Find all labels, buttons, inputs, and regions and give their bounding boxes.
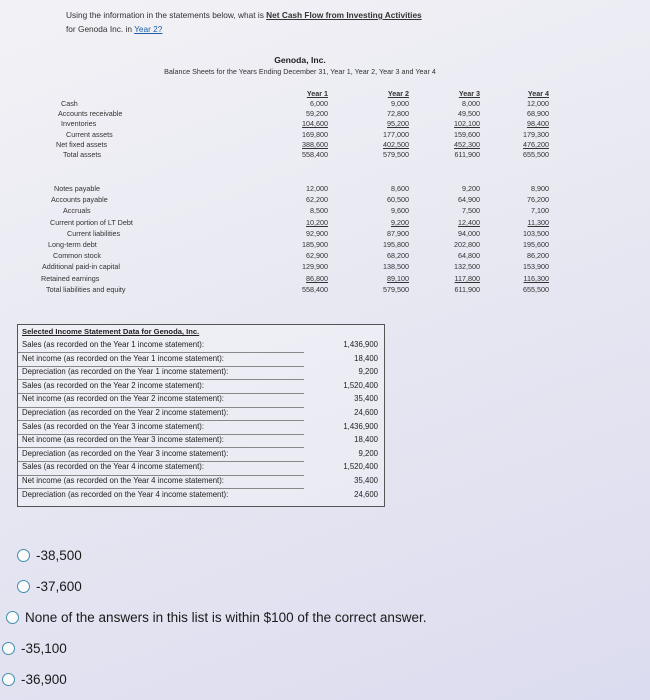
cell-value: 7,100 [531, 206, 549, 216]
cell-value: 169,800 [302, 129, 328, 139]
row-label: Additional paid-in capital [42, 262, 120, 272]
row-divider [18, 407, 304, 408]
cell-value: 8,600 [391, 184, 409, 193]
income-row-label: Sales (as recorded on the Year 4 income statement): [22, 462, 205, 472]
row-divider [18, 352, 304, 353]
year-link[interactable]: Year 2? [134, 24, 163, 34]
cell-value: 60,500 [387, 195, 409, 205]
row-label: Cash [61, 99, 78, 108]
year-header: Year 4 [527, 89, 549, 98]
cell-value: 68,900 [527, 109, 549, 119]
cell-value: 8,000 [462, 99, 480, 108]
cell-value: 9,200 [391, 217, 409, 227]
answer-option[interactable] [2, 672, 67, 687]
cell-value: 64,800 [458, 251, 480, 261]
cell-value: 95,200 [387, 119, 409, 129]
cell-value: 68,200 [387, 251, 409, 261]
cell-value: 12,000 [527, 99, 549, 108]
cell-value: 8,900 [531, 184, 549, 193]
row-divider [18, 461, 304, 462]
row-label: Accruals [63, 206, 91, 216]
row-label: Notes payable [54, 184, 100, 193]
cell-value: 76,200 [527, 195, 549, 205]
year-header: Year 3 [458, 89, 480, 98]
cell-value: 138,500 [383, 262, 409, 272]
cell-value: 611,900 [454, 150, 480, 159]
question-line-1 [66, 8, 626, 22]
cell-value: 98,400 [527, 119, 549, 129]
row-divider [18, 420, 304, 421]
cell-value: 195,600 [523, 240, 549, 249]
income-row-label: Net income (as recorded on the Year 2 income statement): [22, 394, 224, 404]
question-line-2 [66, 22, 626, 36]
income-row-value: 35,400 [354, 394, 378, 404]
row-label: Inventories [61, 119, 97, 129]
radio-button-icon[interactable] [2, 642, 15, 655]
income-row-value: 24,600 [354, 489, 378, 499]
cell-value: 92,900 [306, 228, 328, 238]
answer-option-label: -35,100 [21, 641, 67, 656]
row-label: Retained earnings [41, 273, 100, 283]
answer-option-label: -37,600 [36, 579, 82, 594]
cell-value: 6,000 [310, 99, 328, 108]
radio-button-icon[interactable] [6, 611, 19, 624]
income-row-value: 35,400 [354, 476, 378, 485]
income-row-value: 18,400 [354, 435, 378, 445]
cell-value: 579,500 [383, 284, 409, 294]
cell-value: 62,200 [306, 195, 328, 205]
balance-sheet-subtitle: Balance Sheets for the Years Ending December 31, Year 1, Year 2, Year 3 and Year 4 [164, 67, 436, 76]
cell-value: 9,600 [391, 206, 409, 216]
row-label: Common stock [53, 251, 101, 261]
income-row-value: 1,520,400 [343, 462, 378, 472]
income-statement-title: Selected Income Statement Data for Genoda, Inc. [22, 327, 200, 336]
radio-button-icon[interactable] [17, 549, 30, 562]
cell-value: 8,500 [310, 206, 328, 216]
question-text [66, 8, 626, 36]
cell-value: 9,200 [462, 184, 480, 193]
cell-value: 62,900 [306, 251, 328, 261]
answer-option-label: None of the answers in this list is within $100 of the correct answer. [25, 610, 427, 625]
cell-value: 117,800 [454, 273, 480, 283]
cell-value: 49,500 [458, 109, 480, 119]
cell-value: 655,500 [523, 150, 549, 159]
row-divider [18, 475, 304, 476]
cell-value: 11,300 [527, 217, 549, 227]
row-label: Current portion of LT Debt [50, 217, 133, 227]
cell-value: 86,200 [527, 251, 549, 261]
income-row-label: Net income (as recorded on the Year 4 income statement): [22, 476, 224, 485]
cell-value: 558,400 [302, 150, 328, 159]
income-row-label: Depreciation (as recorded on the Year 2 income statement): [22, 408, 229, 417]
income-row-label: Net income (as recorded on the Year 1 income statement): [22, 353, 224, 363]
income-row-label: Net income (as recorded on the Year 3 income statement): [22, 435, 224, 445]
answer-option-label: -38,500 [36, 548, 82, 563]
cell-value: 10,200 [306, 217, 328, 227]
cell-value: 452,300 [454, 139, 480, 149]
radio-button-icon[interactable] [17, 580, 30, 593]
cell-value: 9,000 [391, 99, 409, 108]
cell-value: 185,900 [302, 240, 328, 249]
row-divider [18, 447, 304, 448]
question-emphasis: Net Cash Flow from Investing Activities [266, 10, 422, 20]
answer-option[interactable] [17, 548, 82, 563]
cell-value: 104,600 [302, 119, 328, 129]
cell-value: 87,900 [387, 228, 409, 238]
cell-value: 64,900 [458, 195, 480, 205]
cell-value: 89,100 [387, 273, 409, 283]
income-row-value: 9,200 [358, 448, 378, 458]
radio-button-icon[interactable] [2, 673, 15, 686]
question-prefix: Using the information in the statements below, what is [66, 10, 267, 20]
row-divider [18, 488, 304, 489]
answer-option-label: -36,900 [21, 672, 67, 687]
cell-value: 179,300 [523, 129, 549, 139]
row-divider [18, 393, 304, 394]
cell-value: 558,400 [302, 284, 328, 294]
row-label: Accounts payable [51, 195, 108, 205]
year-header: Year 2 [387, 89, 409, 98]
cell-value: 72,800 [387, 109, 409, 119]
cell-value: 388,600 [302, 139, 328, 149]
cell-value: 202,800 [454, 240, 480, 249]
row-label: Current liabilities [67, 228, 121, 238]
row-divider [18, 366, 304, 367]
cell-value: 86,800 [306, 273, 328, 283]
income-row-label: Depreciation (as recorded on the Year 1 income statement): [22, 367, 229, 377]
cell-value: 476,200 [523, 139, 549, 149]
cell-value: 103,500 [523, 228, 549, 238]
income-row-value: 1,436,900 [343, 340, 378, 349]
cell-value: 102,100 [454, 119, 480, 129]
income-row-label: Sales (as recorded on the Year 1 income statement): [22, 340, 205, 349]
cell-value: 94,000 [458, 228, 480, 238]
row-label: Total liabilities and equity [46, 284, 126, 294]
row-divider [18, 434, 304, 435]
income-row-label: Sales (as recorded on the Year 3 income statement): [22, 421, 205, 431]
income-row-value: 18,400 [354, 353, 378, 363]
cell-value: 153,900 [523, 262, 549, 272]
cell-value: 579,500 [383, 150, 409, 159]
cell-value: 177,000 [383, 129, 409, 139]
income-row-value: 24,600 [354, 408, 378, 417]
income-row-label: Sales (as recorded on the Year 2 income statement): [22, 380, 205, 390]
cell-value: 402,500 [383, 139, 409, 149]
row-label: Net fixed assets [56, 139, 108, 149]
row-divider [18, 379, 304, 380]
cell-value: 655,500 [523, 284, 549, 294]
income-row-value: 1,436,900 [343, 421, 378, 431]
cell-value: 59,200 [306, 109, 328, 119]
income-row-value: 1,520,400 [343, 380, 378, 390]
year-header: Year 1 [306, 89, 328, 98]
cell-value: 132,500 [454, 262, 480, 272]
cell-value: 116,300 [523, 273, 549, 283]
cell-value: 12,000 [306, 184, 328, 193]
answer-option[interactable] [6, 610, 426, 625]
income-statement-box [17, 324, 385, 507]
answer-option[interactable] [17, 579, 82, 594]
row-label: Current assets [66, 129, 113, 139]
question-prefix-2: for Genoda Inc. in [66, 24, 135, 34]
company-name: Genoda, Inc. [274, 55, 326, 65]
income-row-label: Depreciation (as recorded on the Year 4 income statement): [22, 489, 229, 499]
answer-option[interactable] [2, 641, 67, 656]
cell-value: 12,400 [458, 217, 480, 227]
income-row-label: Depreciation (as recorded on the Year 3 income statement): [22, 448, 229, 458]
cell-value: 195,800 [383, 240, 409, 249]
row-label: Long-term debt [48, 240, 97, 249]
cell-value: 159,600 [454, 129, 480, 139]
row-label: Accounts receivable [58, 109, 123, 119]
cell-value: 129,900 [302, 262, 328, 272]
cell-value: 611,900 [454, 284, 480, 294]
income-row-value: 9,200 [358, 367, 378, 377]
row-label: Total assets [63, 150, 101, 159]
cell-value: 7,500 [462, 206, 480, 216]
